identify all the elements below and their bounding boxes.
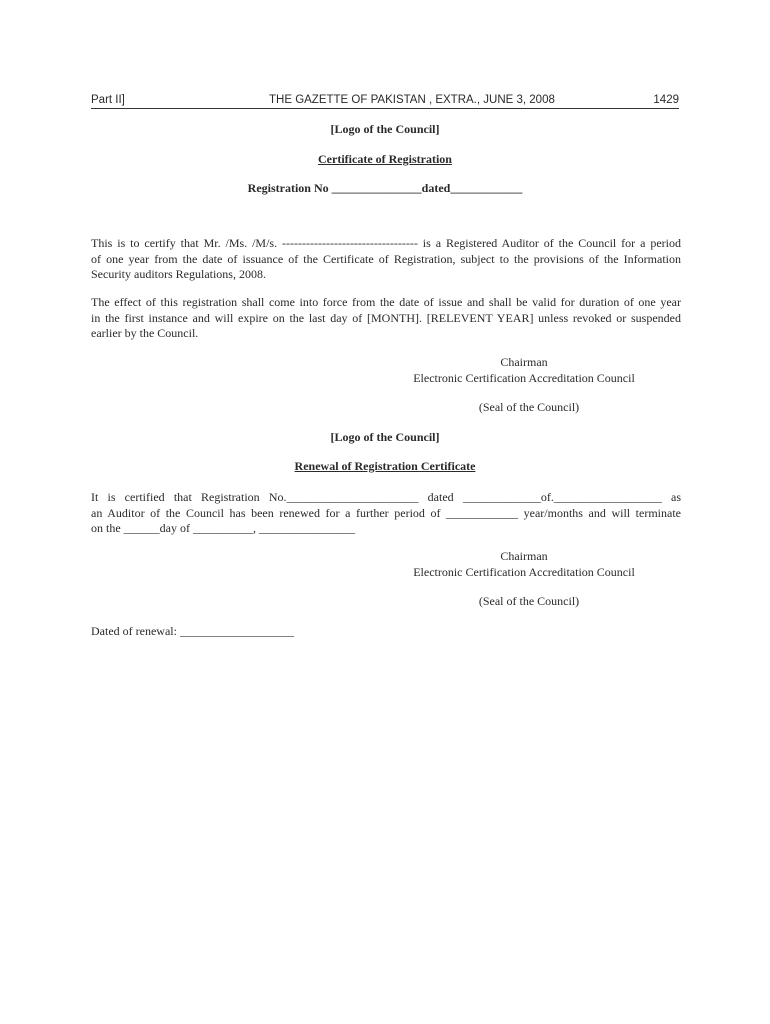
renewal-title [91, 459, 679, 475]
renewal-body-line: an Auditor of the Council has been renewed for a further period of ____________ year/months and will terminate [91, 505, 681, 520]
signatory-title: Chairman [500, 355, 548, 369]
renewal-body-line: on the ______day of __________, ________________ [91, 521, 355, 535]
certificate-effect-line: earlier by the Council. [91, 326, 199, 340]
gazette-header [91, 93, 679, 109]
header-gazette-title: THE GAZETTE OF PAKISTAN , EXTRA., JUNE 3, 2008 [269, 94, 555, 106]
certificate-body-line: of one year from the date of issuance of the Certificate of Registration, subject to the provisions of the Information [91, 251, 681, 266]
header-page-number: 1429 [653, 94, 679, 106]
certificate-title [91, 152, 679, 168]
certificate-title-text: Certificate of Registration [318, 152, 452, 166]
renewal-body-paragraph [91, 490, 681, 537]
renewal-body-line: It is certified that Registration No.______________________ dated _____________of.__________________ as [91, 490, 681, 504]
certificate-body-line: Security auditors Regulations, 2008. [91, 267, 266, 281]
certificate-effect-paragraph [91, 295, 681, 342]
signatory-organization: Electronic Certification Accreditation Council [413, 564, 635, 579]
dated-of-renewal-line: Dated of renewal: ___________________ [91, 624, 294, 638]
renewal-title-text: Renewal of Registration Certificate [294, 459, 476, 473]
certificate-effect-line: The effect of this registration shall come into force from the date of issue and shall be valid for duration of one year [91, 295, 681, 309]
signatory-title: Chairman [500, 549, 548, 563]
certificate-seal-placeholder: (Seal of the Council) [478, 400, 580, 414]
registration-number-line: Registration No _______________dated____________ [247, 181, 523, 195]
certificate-effect-line: in the first instance and will expire on the last day of [MONTH]. [RELEVENT YEAR] unless revoked or suspended [91, 310, 681, 325]
renewal-logo-placeholder: [Logo of the Council] [330, 430, 440, 444]
renewal-signatory-block [380, 549, 668, 580]
certificate-signatory-block [380, 355, 668, 386]
renewal-seal-placeholder: (Seal of the Council) [478, 594, 580, 608]
certificate-body-line: This is to certify that Mr. /Ms. /M/s. ---------------------------------- is a Registered Auditor of the Council for a period [91, 236, 681, 250]
signatory-organization: Electronic Certification Accreditation Council [413, 370, 635, 385]
certificate-logo-placeholder: [Logo of the Council] [330, 122, 440, 136]
certificate-body-paragraph [91, 236, 681, 283]
header-part-label: Part II] [91, 94, 125, 106]
